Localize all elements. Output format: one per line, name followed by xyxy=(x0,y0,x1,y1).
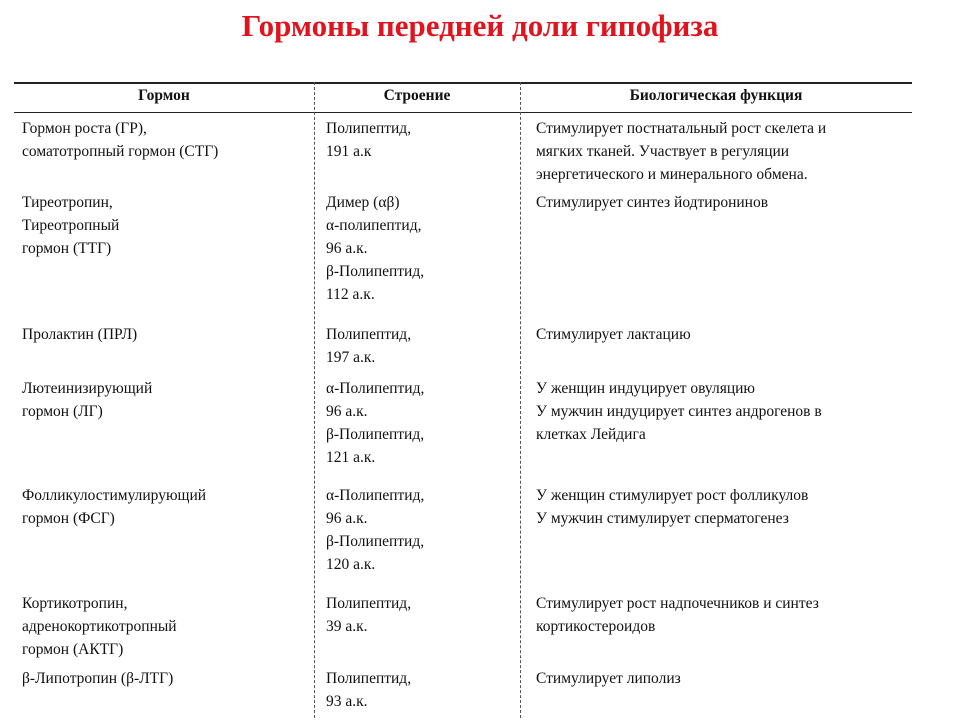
cell-structure xyxy=(326,117,411,163)
cell-line: Полипептид, xyxy=(326,120,412,137)
cell-line: Фолликулостимулирующий xyxy=(22,487,207,504)
cell-line: 120 а.к. xyxy=(326,556,376,573)
cell-function xyxy=(536,191,768,214)
cell-line: Пролактин (ПРЛ) xyxy=(22,326,138,343)
cell-line: Тиреотропин, xyxy=(22,194,113,211)
cell-function xyxy=(536,117,826,186)
cell-line: β-Полипептид, xyxy=(326,263,425,280)
column-divider xyxy=(314,82,315,718)
cell-structure xyxy=(326,323,411,369)
cell-structure xyxy=(326,377,424,469)
cell-line: 197 а.к. xyxy=(326,349,376,366)
cell-line: α-Полипептид, xyxy=(326,487,425,504)
cell-line: Полипептид, xyxy=(326,670,412,687)
cell-hormone xyxy=(22,484,206,530)
header-structure: Строение xyxy=(383,87,451,104)
cell-line: 112 а.к. xyxy=(326,286,375,303)
cell-structure xyxy=(326,484,424,576)
cell-line: У женщин индуцирует овуляцию xyxy=(536,380,756,397)
hormones-table xyxy=(14,82,912,718)
cell-line: мягких тканей. Участвует в регуляции xyxy=(536,143,790,160)
cell-line: У мужчин индуцирует синтез андрогенов в xyxy=(536,403,822,420)
cell-line: кортикостероидов xyxy=(536,618,656,635)
cell-line: Димер (αβ) xyxy=(326,194,400,211)
cell-hormone xyxy=(22,191,119,260)
cell-line: Полипептид, xyxy=(326,326,412,343)
cell-line: Кортикотропин, xyxy=(22,595,128,612)
cell-structure xyxy=(326,667,411,713)
cell-line: У женщин стимулирует рост фолликулов xyxy=(536,487,809,504)
header-function: Биологическая функция xyxy=(629,87,803,104)
page-title: Гормоны передней доли гипофиза xyxy=(241,8,719,43)
cell-line: 191 а.к xyxy=(326,143,372,160)
cell-line: α-полипептид, xyxy=(326,217,422,234)
cell-line: 96 а.к. xyxy=(326,240,368,257)
cell-line: Тиреотропный xyxy=(22,217,120,234)
cell-line: Стимулирует липолиз xyxy=(536,670,681,687)
cell-structure xyxy=(326,592,411,638)
cell-function xyxy=(536,377,822,446)
cell-hormone xyxy=(22,667,173,690)
cell-line: Гормон роста (ГР), xyxy=(22,120,147,137)
cell-line: α-Полипептид, xyxy=(326,380,425,397)
cell-line: клетках Лейдига xyxy=(536,426,646,443)
column-divider xyxy=(520,82,521,718)
cell-line: У мужчин стимулирует сперматогенез xyxy=(536,510,789,527)
cell-line: Стимулирует рост надпочечников и синтез xyxy=(536,595,819,612)
cell-function xyxy=(536,592,819,638)
cell-line: гормон (ФСГ) xyxy=(22,510,115,527)
cell-function xyxy=(536,667,681,690)
cell-hormone xyxy=(22,323,137,346)
cell-function xyxy=(536,323,691,346)
cell-line: Стимулирует лактацию xyxy=(536,326,691,343)
cell-structure xyxy=(326,191,424,306)
cell-hormone xyxy=(22,592,177,661)
cell-line: 39 а.к. xyxy=(326,618,368,635)
cell-line: 96 а.к. xyxy=(326,403,368,420)
cell-line: гормон (ЛГ) xyxy=(22,403,103,420)
cell-line: адренокортикотропный xyxy=(22,618,177,635)
cell-line: соматотропный гормон (СТГ) xyxy=(22,143,219,160)
cell-line: 121 а.к. xyxy=(326,449,376,466)
table-header-rule xyxy=(14,112,912,113)
header-hormone: Гормон xyxy=(138,87,190,104)
cell-line: 93 а.к. xyxy=(326,693,368,710)
cell-line: Стимулирует синтез йодтиронинов xyxy=(536,194,769,211)
cell-hormone xyxy=(22,377,152,423)
cell-line: гормон (АКТГ) xyxy=(22,641,124,658)
cell-line: Полипептид, xyxy=(326,595,412,612)
cell-hormone xyxy=(22,117,218,163)
cell-line: β-Полипептид, xyxy=(326,426,425,443)
cell-line: гормон (ТТГ) xyxy=(22,240,112,257)
cell-line: β-Липотропин (β-ЛТГ) xyxy=(22,670,174,687)
table-top-rule xyxy=(14,82,912,84)
cell-line: 96 а.к. xyxy=(326,510,368,527)
cell-line: β-Полипептид, xyxy=(326,533,425,550)
cell-function xyxy=(536,484,808,530)
cell-line: энергетического и минерального обмена. xyxy=(536,166,808,183)
cell-line: Стимулирует постнатальный рост скелета и xyxy=(536,120,827,137)
cell-line: Лютеинизирующий xyxy=(22,380,153,397)
